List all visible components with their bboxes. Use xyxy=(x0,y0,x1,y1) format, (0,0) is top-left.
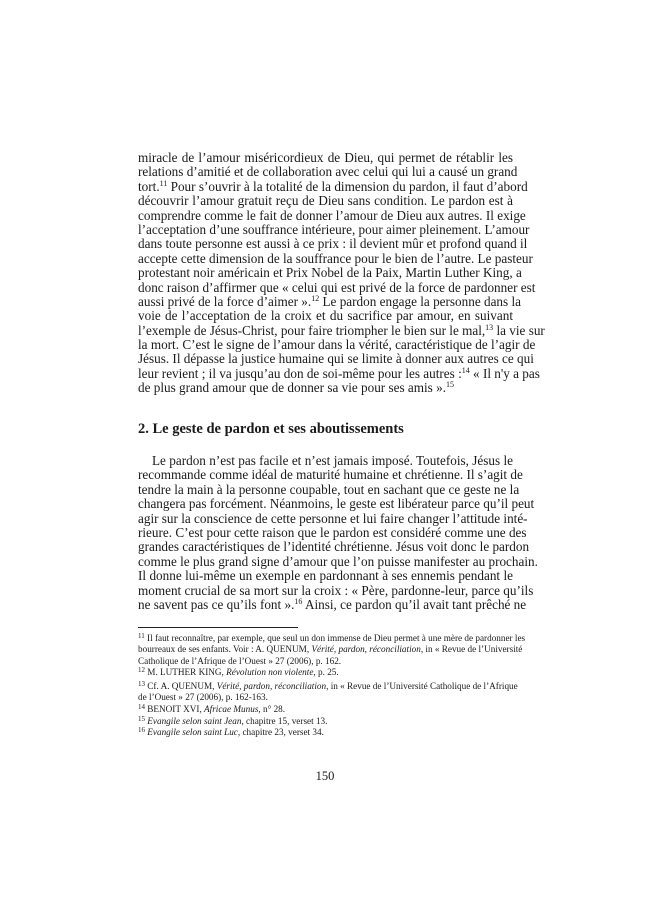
footnote-title: Vérité, pardon, réconciliation xyxy=(311,644,421,655)
footnote-text: bourreaux de ses enfants. Voir : A. QUENUM, xyxy=(138,644,312,655)
text-line: grandes caractéristiques de l’identité chrétienne. Jésus voit donc le pardon xyxy=(138,539,530,555)
footnote-ref: 12 xyxy=(311,293,320,303)
footnote-13 xyxy=(138,681,516,704)
text-line: recommande comme idéal de maturité humaine et chrétienne. Il s’agit de xyxy=(138,467,523,483)
footnote-ref: 11 xyxy=(159,178,168,188)
text-line: accepte cette dimension de la souffrance pour le bien de l’autre. Le pasteur xyxy=(138,250,533,266)
footnote-text: Catholique de l’Afrique de l’Ouest » 27 (2006), p. 162. xyxy=(138,655,342,666)
text-segment: de plus grand amour que de donner sa vie pour ses amis ». xyxy=(138,380,447,396)
text-segment: Pour s’ouvrir à la totalité de la dimension du pardon, il faut d’abord xyxy=(167,178,528,194)
text-line xyxy=(138,178,528,194)
footnote-title: Révolution non violente xyxy=(226,667,314,677)
paragraph-2 xyxy=(138,453,538,612)
text-line: Il donne lui-même un exemple en pardonnant à ses ennemis pendant le xyxy=(138,568,513,584)
footnote-ref: 14 xyxy=(461,365,470,375)
footnote-text: Il faut reconnaître, par exemple, que seul un don immense de Dieu permet à une mère de pardonner les xyxy=(144,633,526,643)
text-segment: Ainsi, ce pardon qu’il avait tant prêché ne xyxy=(302,596,527,612)
footnote-number: 15 xyxy=(138,715,145,723)
footnote-divider xyxy=(138,627,298,628)
footnote-title: Africae Munus xyxy=(204,704,259,714)
footnote-title: Evangile selon saint Luc xyxy=(145,727,238,737)
text-line: changera pas forcément. Néanmoins, le geste est libérateur parce qu’il peut xyxy=(138,496,535,512)
text-line: moment crucial de sa mort sur la croix : « Père, pardonne-leur, parce qu’ils xyxy=(138,582,534,598)
text-segment: aussi privé de la force d’aimer ». xyxy=(138,293,312,309)
text-line: rieure. C’est pour cette raison que le pardon est considéré comme une des xyxy=(138,524,527,540)
text-line: comprendre comme le fait de donner l’amour de Dieu aux autres. Il exige xyxy=(138,207,526,223)
text-line: voie de l’acceptation de la croix et du sacrifice par amour, en suivant xyxy=(138,308,513,324)
text-line xyxy=(138,322,545,338)
paragraph-1 xyxy=(138,150,545,396)
text-line: dans toute personne est aussi à ce prix : il devient mûr et profond quand il xyxy=(138,236,528,252)
text-line: donc raison d’affirmer que « celui qui est privé de la force de pardonner est xyxy=(138,279,536,295)
text-line: miracle de l’amour miséricordieux de Dieu, qui permet de rétablir les xyxy=(138,150,513,165)
footnote-text: , chapitre 15, verset 13. xyxy=(241,716,328,726)
text-line xyxy=(138,596,527,612)
text-line: la mort. C’est le signe de l’amour dans la vérité, caractéristique de l’agir de xyxy=(138,337,536,353)
footnote-11 xyxy=(138,632,526,667)
text-line: Le pardon n’est pas facile et n’est jamais imposé. Toutefois, Jésus le xyxy=(152,453,513,468)
footnote-number: 16 xyxy=(138,726,145,734)
footnote-text: , p. 25. xyxy=(313,667,339,677)
text-segment: l’exemple de Jésus-Christ, pour faire triompher le bien sur le mal, xyxy=(138,322,486,338)
text-line xyxy=(138,365,540,381)
footnote-16 xyxy=(138,727,516,738)
text-line: Jésus. Il dépasse la justice humaine qui se limite à donner aux autres ce qui xyxy=(138,351,534,367)
footnote-ref: 13 xyxy=(485,322,494,332)
text-line: protestant noir américain et Prix Nobel de la Paix, Martin Luther King, a xyxy=(138,265,522,281)
footnote-text: , in « Revue de l’Université xyxy=(420,644,523,655)
text-line: l’acceptation d’une souffrance intérieure, pour aimer pleinement. L’amour xyxy=(138,221,530,237)
text-line: tendre la main à la personne coupable, tout en sachant que ce geste ne la xyxy=(138,481,520,497)
footnote-15 xyxy=(138,716,516,727)
text-segment: leur revient ; il va jusqu’au don de soi-même pour les autres : xyxy=(138,365,462,381)
text-line: découvrir l’amour gratuit reçu de Dieu sans condition. Le pardon est à xyxy=(138,193,513,209)
footnote-text: BENOIT XVI, xyxy=(145,704,205,714)
footnote-number: 13 xyxy=(138,680,145,688)
text-line xyxy=(138,293,521,309)
section-heading: 2. Le geste de pardon et ses aboutissements xyxy=(138,421,404,437)
footnote-number: 11 xyxy=(138,632,145,640)
footnote-title: Evangile selon saint Jean xyxy=(145,716,242,726)
footnote-text: Cf. A. QUENUM, xyxy=(145,681,217,691)
footnote-title: Vérité, pardon, réconciliation xyxy=(216,681,327,691)
text-segment: « Il n'y a pas xyxy=(469,365,540,381)
footnote-text: , in « Revue de l’Université Catholique de l’Afrique xyxy=(326,681,518,691)
footnote-text: de l’Ouest » 27 (2006), p. 162-163. xyxy=(138,692,268,703)
footnote-text: , n° 28. xyxy=(258,704,286,714)
footnote-ref: 16 xyxy=(294,596,303,606)
footnote-text: M. LUTHER KING, xyxy=(145,667,227,677)
footnote-text: , chapitre 23, verset 34. xyxy=(237,727,324,737)
page-number: 150 xyxy=(315,769,335,783)
text-segment: tort. xyxy=(138,178,160,194)
text-segment: Le pardon engage la personne dans la xyxy=(319,293,521,309)
text-line xyxy=(138,381,513,395)
text-segment: la vie sur xyxy=(493,322,545,338)
text-line: relations d’amitié et de collaboration avec celui qui lui a causé un grand xyxy=(138,164,518,180)
text-line: agir sur la conscience de cette personne et lui faire changer l’attitude inté- xyxy=(138,510,528,526)
footnote-14 xyxy=(138,704,516,715)
text-segment: ne savent pas ce qu’ils font ». xyxy=(138,596,295,612)
footnote-ref: 15 xyxy=(446,380,455,390)
footnote-number: 12 xyxy=(138,666,145,674)
text-line: comme le plus grand signe d’amour que l’on puisse manifester au prochain. xyxy=(138,553,538,569)
footnote-number: 14 xyxy=(138,703,145,711)
footnote-12 xyxy=(138,667,516,678)
